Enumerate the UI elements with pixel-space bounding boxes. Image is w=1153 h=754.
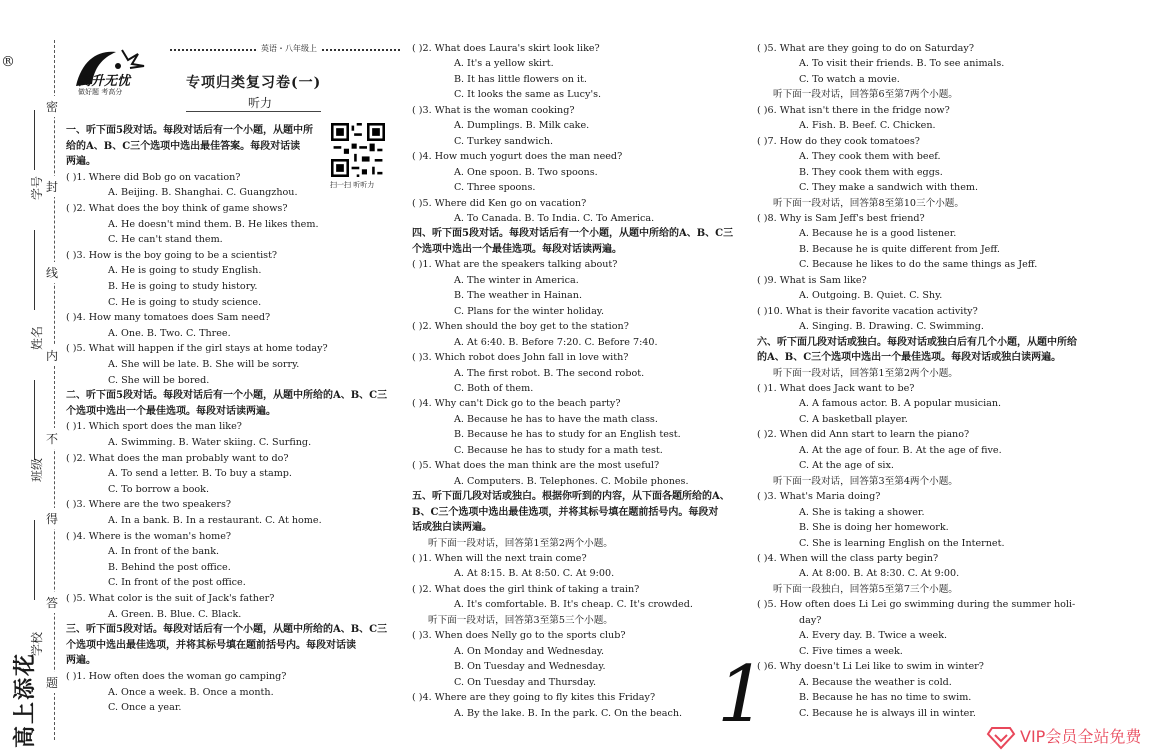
section-instruction: 的A、B、C三个选项中选出一个最佳选项。每段对话或独白读两遍。	[757, 352, 1062, 364]
seal-char: 答	[46, 592, 58, 613]
seal-char: 密	[46, 96, 58, 117]
page-subtitle: 听力	[248, 96, 273, 110]
seal-char: 题	[46, 672, 58, 693]
answer-options: C. Both of them.	[454, 383, 534, 394]
answer-options: C. A basketball player.	[799, 413, 908, 425]
seal-char: 不	[46, 428, 58, 449]
vip-watermark-text: VIP会员全站免费	[1020, 727, 1142, 746]
question-stem: ( )4. Where is the woman's home?	[66, 530, 232, 542]
field-class: 班级	[30, 457, 44, 482]
answer-options: day?	[799, 614, 822, 626]
answer-options: B. Because he is quite different from Jeff.	[799, 243, 1000, 255]
brand-vertical: 高上添花	[12, 651, 38, 748]
seal-char: 线	[46, 262, 58, 283]
answer-options: C. On Tuesday and Thursday.	[454, 676, 597, 688]
field-name: 姓名	[30, 325, 44, 350]
section-instruction: 五、听下面几段对话或独白。根据你听到的内容，从下面各题所给的A、	[412, 491, 730, 503]
question-stem: ( )3. What's Maria doing?	[757, 491, 881, 503]
section-instruction: 个选项中选出最佳选项，并将其标号填在题前括号内。每段对话读	[66, 639, 356, 651]
listening-note: 听下面一段对话，回答第3至第4两个小题。	[773, 475, 958, 487]
seal-char: 得	[46, 508, 58, 529]
question-stem: ( )5. What are they going to do on Saturday?	[757, 43, 974, 54]
section-instruction: 个选项中选出一个最佳选项。每段对话读两遍。	[412, 243, 622, 255]
answer-options: C. They make a sandwich with them.	[799, 182, 979, 194]
answer-options: A. She is taking a shower.	[799, 506, 925, 518]
answer-options: A. Singing. B. Drawing. C. Swimming.	[799, 321, 984, 333]
answer-options: C. It looks the same as Lucy's.	[454, 89, 602, 101]
answer-options: A. The first robot. B. The second robot.	[454, 367, 645, 379]
answer-options: A. Computers. B. Telephones. C. Mobile phones.	[454, 475, 689, 487]
question-stem: ( )2. What does the boy think of game shows?	[66, 203, 288, 214]
answer-options: A. They cook them with beef.	[799, 151, 941, 163]
question-stem: ( )1. What are the speakers talking about?	[412, 259, 618, 271]
section-instruction: 两遍。	[66, 655, 96, 667]
answer-options: C. Turkey sandwich.	[454, 135, 554, 147]
section-instruction: 一、听下面5段对话。每段对话后有一个小题，从题中所	[66, 125, 313, 136]
answer-options: A. To Canada. B. To India. C. To America.	[454, 213, 655, 224]
answer-options: A. Beijing. B. Shanghai. C. Guangzhou.	[108, 187, 298, 199]
answer-options: A. Because the weather is cold.	[799, 676, 952, 688]
question-stem: ( )4. Where are they going to fly kites this Friday?	[412, 692, 656, 704]
answer-options: A. Green. B. Blue. C. Black.	[108, 608, 242, 620]
question-stem: ( )3. When does Nelly go to the sports club?	[412, 630, 626, 642]
answer-options: C. At the age of six.	[799, 460, 894, 472]
qr-caption: 扫一扫 听听力	[330, 181, 375, 189]
answer-options: C. She will be bored.	[108, 374, 210, 386]
field-blank-line	[34, 380, 35, 460]
binding-margin	[0, 0, 62, 754]
question-stem: ( )3. How is the boy going to be a scientist?	[66, 249, 278, 261]
answer-options: C. Because he likes to do the same things as Jeff.	[799, 259, 1038, 271]
question-stem: ( )5. How often does Li Lei go swimming during the summer holi-	[757, 599, 1076, 611]
answer-options: A. To visit their friends. B. To see animals.	[799, 58, 1005, 70]
question-stem: ( )5. Where did Ken go on vacation?	[412, 197, 587, 209]
section-instruction: 六、听下面几段对话或独白。每段对话或独白后有几个小题，从题中所给	[757, 336, 1077, 348]
field-blank-line	[34, 110, 35, 170]
answer-options: A. Fish. B. Beef. C. Chicken.	[799, 120, 936, 132]
question-stem: ( )2. What does Laura's skirt look like?	[412, 43, 600, 54]
section-instruction: 四、听下面5段对话。每段对话后有一个小题，从题中所给的A、B、C三	[412, 228, 734, 240]
series-tag: 英语・八年级上	[258, 43, 320, 54]
answer-options: C. Plans for the winter holiday.	[454, 305, 604, 317]
question-stem: ( )1. When will the next train come?	[412, 553, 587, 564]
field-student-id: 学号	[30, 175, 44, 200]
question-stem: ( )5. What will happen if the girl stays at home today?	[66, 343, 328, 355]
question-stem: ( )8. Why is Sam Jeff's best friend?	[757, 213, 925, 224]
section-instruction: 话或独白读两遍。	[412, 522, 492, 534]
section-instruction: 两遍。	[66, 156, 96, 168]
question-stem: ( )3. Which robot does John fall in love with?	[412, 352, 629, 364]
answer-options: A. Swimming. B. Water skiing. C. Surfing.	[108, 437, 312, 448]
question-stem: ( )1. How often does the woman go camping?	[66, 671, 287, 682]
question-stem: ( )5. What color is the suit of Jack's father?	[66, 593, 275, 604]
answer-options: B. Because he has no time to swim.	[799, 692, 972, 704]
answer-options: A. Dumplings. B. Milk cake.	[454, 120, 590, 132]
section-instruction: 给的A、B、C三个选项中选出最佳答案。每段对话读	[66, 140, 301, 152]
field-school: 学校	[30, 631, 44, 656]
question-stem: ( )3. What is the woman cooking?	[412, 104, 575, 116]
answer-options: C. Once a year.	[108, 702, 182, 714]
page-title: 专项归类复习卷(一)	[186, 75, 322, 91]
answer-options: B. He is going to study history.	[108, 281, 258, 292]
question-stem: ( )2. When did Ann start to learn the piano?	[757, 429, 970, 441]
logo-text: 高升无忧	[78, 74, 131, 89]
answer-options: A. At the age of four. B. At the age of five.	[799, 444, 1002, 456]
answer-options: B. Because he has to study for an English test.	[454, 429, 681, 441]
answer-options: A. Because he is a good listener.	[799, 228, 957, 240]
answer-options: B. The weather in Hainan.	[454, 290, 582, 302]
answer-options: C. To borrow a book.	[108, 483, 210, 495]
answer-options: C. Because he is always ill in winter.	[799, 707, 976, 719]
answer-options: A. By the lake. B. In the park. C. On the beach.	[454, 707, 683, 719]
answer-options: A. It's a yellow skirt.	[454, 58, 554, 70]
seal-dashed-line	[54, 40, 55, 740]
answer-options: B. It has little flowers on it.	[454, 73, 587, 85]
question-stem: ( )7. How do they cook tomatoes?	[757, 135, 920, 147]
section-instruction: 三、听下面5段对话。每段对话后有一个小题，从题中所给的A、B、C三	[66, 624, 388, 636]
question-stem: ( )5. What does the man think are the most useful?	[412, 460, 660, 472]
title-rule	[186, 111, 321, 112]
section-instruction: 二、听下面5段对话。每段对话后有一个小题，从题中所给的A、B、C三	[66, 390, 388, 402]
question-stem: ( )1. Where did Bob go on vacation?	[66, 171, 241, 183]
answer-options: A. At 8:15. B. At 8:50. C. At 9:00.	[454, 568, 615, 580]
question-stem: ( )3. Where are the two speakers?	[66, 499, 232, 511]
answer-options: A. Every day. B. Twice a week.	[799, 630, 948, 642]
answer-options: A. At 6:40. B. Before 7:20. C. Before 7:40.	[454, 336, 658, 348]
answer-options: B. She is doing her homework.	[799, 522, 949, 534]
question-stem: ( )1. What does Jack want to be?	[757, 383, 915, 394]
section-instruction: 个选项中选出一个最佳选项。每段对话读两遍。	[66, 405, 276, 417]
answer-options: B. On Tuesday and Wednesday.	[454, 661, 606, 673]
field-blank-line	[34, 520, 35, 600]
listening-note: 听下面一段对话，回答第1至第2两个小题。	[428, 537, 613, 549]
question-stem: ( )4. Why can't Dick go to the beach party?	[412, 398, 621, 410]
question-stem: ( )4. How many tomatoes does Sam need?	[66, 312, 271, 324]
field-blank-line	[34, 230, 35, 310]
answer-options: A. At 8:00. B. At 8:30. C. At 9:00.	[799, 568, 960, 580]
question-stem: ( )4. How much yogurt does the man need?	[412, 151, 623, 163]
question-stem: ( )2. What does the man probably want to do?	[66, 452, 289, 464]
answer-options: A. Outgoing. B. Quiet. C. Shy.	[799, 290, 943, 302]
question-stem: ( )6. What isn't there in the fridge now?	[757, 104, 950, 116]
answer-options: A. The winter in America.	[454, 274, 579, 286]
qr-code-icon[interactable]	[331, 123, 385, 177]
answer-options: B. Behind the post office.	[108, 561, 231, 573]
listening-note: 听下面一段对话，回答第1至第2两个小题。	[773, 367, 958, 379]
listening-note: 听下面一段对话，回答第8至第10三个小题。	[773, 197, 964, 209]
answer-options: A. On Monday and Wednesday.	[454, 645, 605, 657]
answer-options: C. He is going to study science.	[108, 296, 262, 308]
diamond-icon	[986, 722, 1016, 750]
answer-options: C. Three spoons.	[454, 182, 536, 194]
answer-options: A. She will be late. B. She will be sorry.	[108, 359, 300, 370]
answer-options: A. He is going to study English.	[108, 265, 262, 277]
answer-options: C. In front of the post office.	[108, 577, 246, 589]
question-stem: ( )10. What is their favorite vacation activity?	[757, 305, 978, 317]
answer-options: A. In a bank. B. In a restaurant. C. At home.	[108, 515, 322, 526]
registered-mark: ®	[1, 54, 15, 70]
question-stem: ( )9. What is Sam like?	[757, 274, 867, 286]
answer-options: A. In front of the bank.	[108, 546, 220, 558]
answer-options: C. She is learning English on the Internet.	[799, 537, 1005, 549]
page-number: 1	[717, 650, 767, 740]
answer-options: A. He doesn't mind them. B. He likes them.	[108, 218, 319, 230]
answer-options: C. Because he has to study for a math test.	[454, 444, 663, 456]
listening-note: 听下面一段独白，回答第5至第7三个小题。	[773, 583, 958, 595]
question-stem: ( )4. When will the class party begin?	[757, 553, 939, 564]
question-stem: ( )6. Why doesn't Li Lei like to swim in winter?	[757, 661, 984, 673]
answer-options: A. Once a week. B. Once a month.	[108, 686, 274, 698]
answer-options: C. He can't stand them.	[108, 234, 223, 246]
answer-options: A. A famous actor. B. A popular musician.	[799, 398, 1002, 410]
question-stem: ( )2. When should the boy get to the station?	[412, 321, 629, 333]
seal-char: 封	[46, 176, 58, 197]
question-stem: ( )2. What does the girl think of taking a train?	[412, 583, 640, 595]
answer-options: A. One. B. Two. C. Three.	[108, 327, 231, 339]
question-stem: ( )1. Which sport does the man like?	[66, 421, 242, 433]
seal-char: 内	[46, 345, 58, 366]
listening-note: 听下面一段对话，回答第3至第5三个小题。	[428, 614, 613, 626]
answer-options: C. Five times a week.	[799, 645, 903, 657]
answer-options: B. They cook them with eggs.	[799, 166, 943, 178]
answer-options: A. One spoon. B. Two spoons.	[454, 166, 598, 178]
section-instruction: B、C三个选项中选出最佳选项，并将其标号填在题前括号内。每段对	[412, 506, 719, 518]
logo-subtitle: 做好题 考高分	[78, 88, 123, 96]
answer-options: C. To watch a movie.	[799, 73, 900, 85]
answer-options: A. It's comfortable. B. It's cheap. C. It's crowded.	[454, 599, 693, 611]
listening-note: 听下面一段对话，回答第6至第7两个小题。	[773, 89, 958, 101]
answer-options: A. To send a letter. B. To buy a stamp.	[108, 468, 292, 480]
answer-options: A. Because he has to have the math class.	[454, 413, 658, 425]
